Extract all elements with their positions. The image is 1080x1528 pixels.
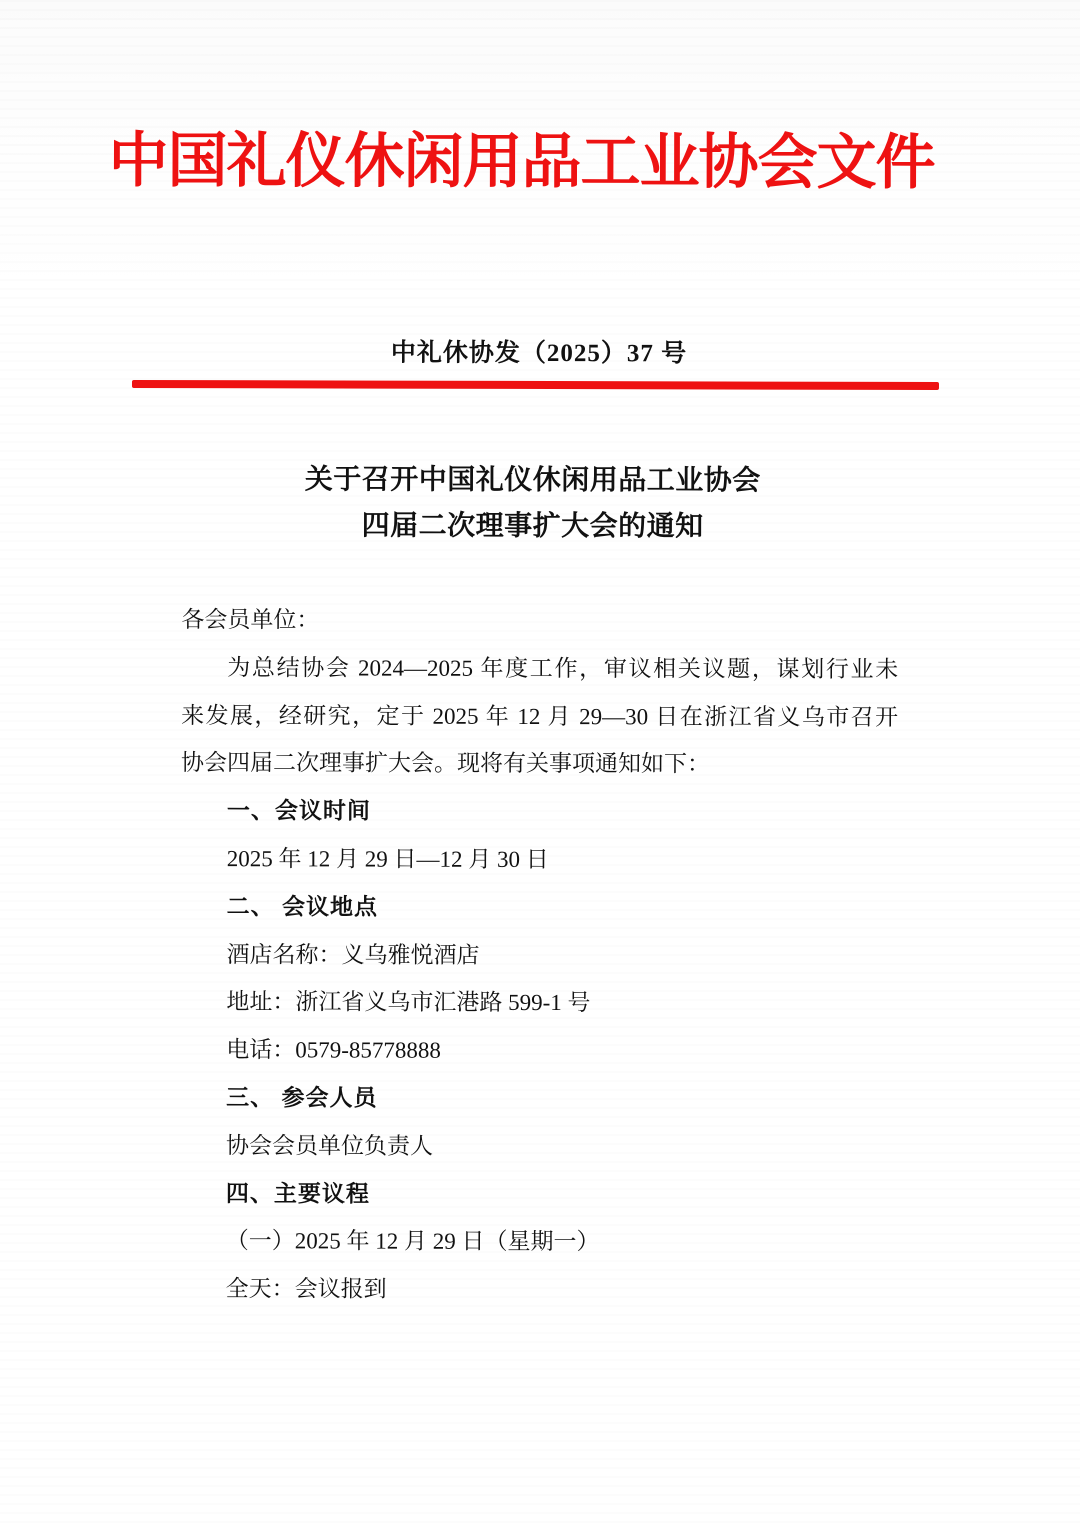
hotel-name-line: 酒店名称：义乌雅悦酒店 — [226, 941, 480, 968]
phone-line: 电话：0579-85778888 — [226, 1037, 441, 1063]
section-one-heading: 一、会议时间 — [226, 797, 371, 824]
intro-line-2: 来发展，经研究，定于 2025 年 12 月 29—30 日在浙江省义乌市召开 — [181, 702, 899, 730]
section-two-heading: 二、 会议地点 — [226, 892, 379, 920]
agenda-date-line: （一）2025 年 12 月 29 日（星期一） — [225, 1228, 600, 1255]
salutation: 各会员单位： — [181, 607, 320, 633]
intro-line-3: 协会四届二次理事扩大会。现将有关事项通知如下： — [180, 750, 711, 777]
intro-line-1: 为总结协会 2024—2025 年度工作，审议相关议题，谋划行业未 — [227, 654, 899, 682]
letterhead-title: 中国礼仪休闲用品工业协会文件 — [108, 127, 935, 197]
section-three-heading: 三、 参会人员 — [226, 1084, 378, 1111]
doc-number: 中礼休协发（2025）37 号 — [390, 339, 688, 368]
notice-title-line-1: 关于召开中国礼仪休闲用品工业协会 — [304, 464, 761, 497]
meeting-time-value: 2025 年 12 月 29 日—12 月 30 日 — [226, 846, 549, 873]
address-line: 地址：浙江省义乌市汇港路 599-1 号 — [226, 989, 591, 1016]
notice-body — [180, 596, 899, 1315]
notice-title — [0, 457, 1073, 552]
section-four-heading: 四、主要议程 — [225, 1179, 370, 1207]
agenda-activity-line: 全天：会议报到 — [225, 1276, 387, 1302]
attendees-line: 协会会员单位负责人 — [225, 1132, 434, 1159]
red-separator-rule — [132, 380, 939, 390]
notice-title-line-2: 四届二次理事扩大会的通知 — [361, 510, 704, 543]
